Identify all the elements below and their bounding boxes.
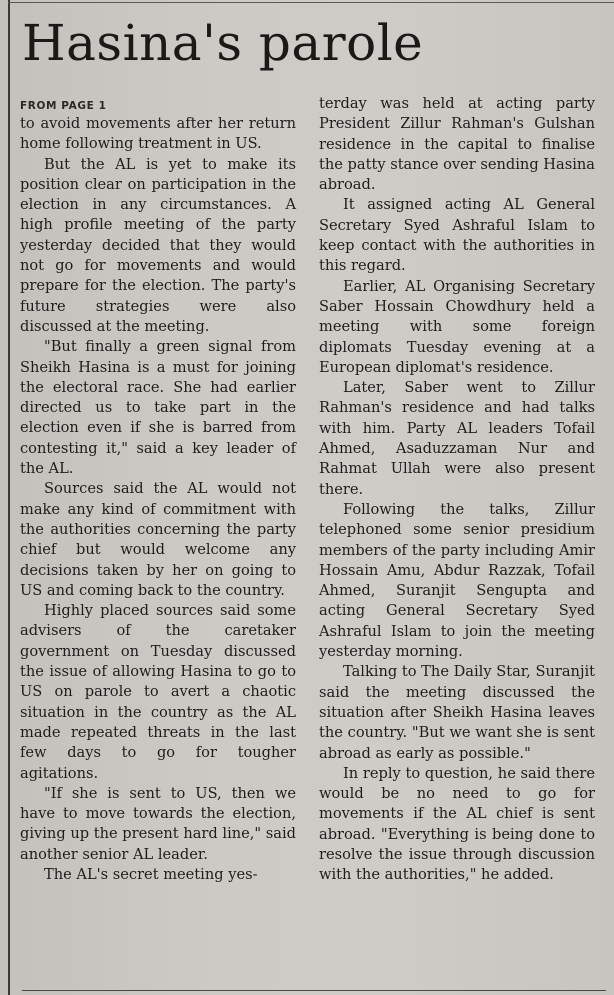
paragraph: It assigned acting AL General Secretary Syed Ashraful Islam to keep contact with the authorities in this regard. bbox=[319, 196, 595, 275]
paragraph: Following the talks, Zillur telephoned some senior presidium members of the party including Amir Hossain Amu, Abdur Razzak, Tofail Ahmed, Suranjit Sengupta and acting General Secretary Syed Ashraful Islam to join the meeting yesterday morning. bbox=[319, 500, 595, 661]
column-rule bbox=[8, 0, 10, 995]
paragraph: Highly placed sources said some advisers of the caretaker government on Tuesday discussed the issue of allowing Hasina to go to US on parole to avert a chaotic situation in the country as the AL made repeated threats in the last few days to go for tougher agitations. bbox=[20, 602, 296, 782]
paragraph: "If she is sent to US, then we have to move towards the election, giving up the present hard line," said another senior AL leader. bbox=[20, 784, 296, 863]
paragraph: terday was held at acting party President Zillur Rahman's Gulshan residence in the capital to finalise the patty stance over sending Hasina abroad. bbox=[319, 95, 595, 194]
paragraph: Sources said the AL would not make any kind of commitment with the authorities concerning the party chief but would welcome any decisions taken by her on going to US and coming back to the country. bbox=[20, 480, 296, 599]
paragraph: to avoid movements after her return home following treatment in US. bbox=[20, 115, 296, 153]
paragraph: But the AL is yet to make its position clear on participation in the election in any circumstances. A high profile meeting of the party yesterday decided that they would not go for movements and would prepare for the election. The party's future strategies were also discussed at the meeting. bbox=[20, 155, 296, 335]
paragraph: In reply to question, he said there would be no need to go for movements if the AL chief is sent abroad. "Everything is being done to resolve the issue through discussion with the authorities," he added. bbox=[319, 764, 595, 884]
jump-label: FROM PAGE 1 bbox=[20, 100, 107, 112]
left-column bbox=[20, 96, 296, 885]
paragraph: Later, Saber went to Zillur Rahman's residence and had talks with him. Party AL leaders Tofail Ahmed, Asaduzzaman Nur and Rahmat Ullah were also present there. bbox=[319, 379, 595, 498]
paragraph: The AL's secret meeting yes- bbox=[44, 865, 258, 883]
paragraph: "But finally a green signal from Sheikh Hasina is a must for joining the electoral race. She had earlier directed us to take part in the election even if she is barred from contesting it," said a key leader of the AL. bbox=[20, 338, 296, 478]
paragraph: Earlier, AL Organising Secretary Saber Hossain Chowdhury held a meeting with some foreign diplomats Tuesday evening at a European diplomat's residence. bbox=[319, 277, 595, 376]
paragraph: Talking to The Daily Star, Suranjit said the meeting discussed the situation after Sheikh Hasina leaves the country. "But we want she is sent abroad as early as possible." bbox=[319, 663, 595, 762]
bottom-rule bbox=[22, 990, 606, 991]
right-column bbox=[319, 94, 595, 886]
top-rule bbox=[8, 2, 614, 3]
headline: Hasina's parole bbox=[22, 14, 424, 72]
